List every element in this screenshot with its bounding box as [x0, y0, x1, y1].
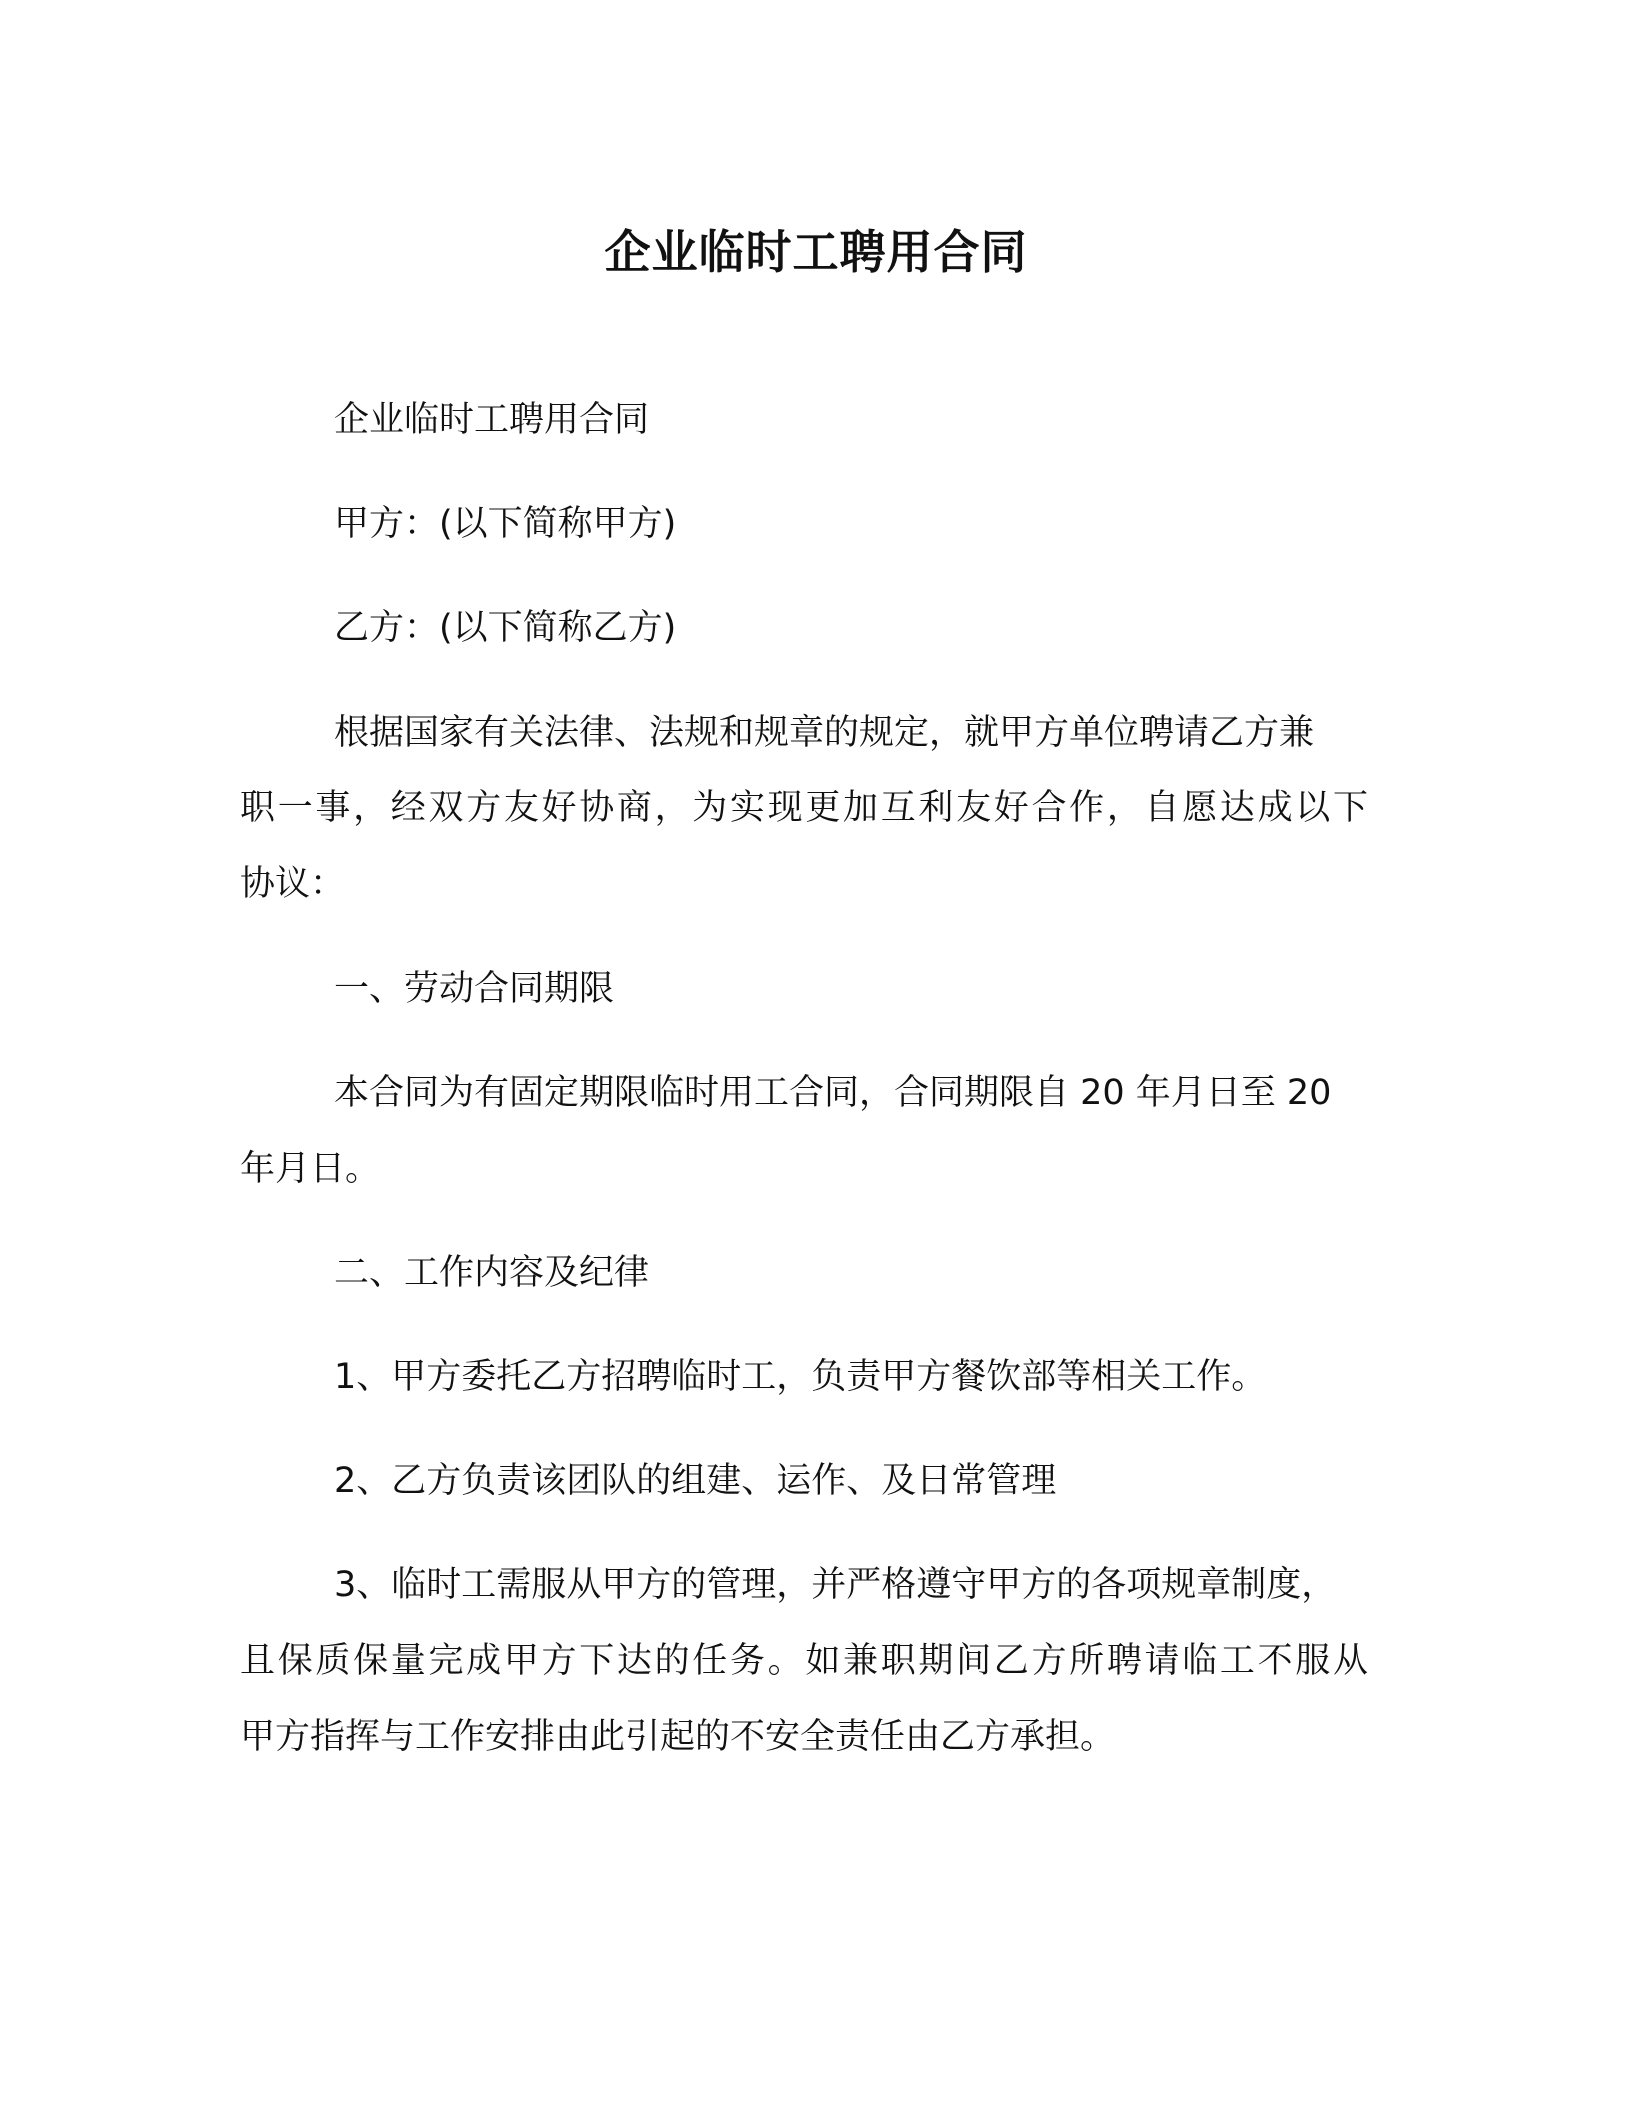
section-1-line-1: 本合同为有固定期限临时用工合同，合同期限自 20 年月日至 20 [334, 1073, 1332, 1113]
section-2-item-2: 2、乙方负责该团队的组建、运作、及日常管理 [334, 1461, 1057, 1501]
preamble-line-3: 协议： [240, 864, 346, 904]
preamble-line-1: 根据国家有关法律、法规和规章的规定，就甲方单位聘请乙方兼 [334, 713, 1315, 753]
section-1-line-2: 年月日。 [240, 1149, 381, 1189]
section-2-item-1: 1、甲方委托乙方招聘临时工，负责甲方餐饮部等相关工作。 [334, 1357, 1267, 1397]
preamble-line-2: 职一事，经双方友好协商，为实现更加互利友好合作，自愿达成以下 [240, 788, 1368, 828]
section-2-item-3-line-2: 且保质保量完成甲方下达的任务。如兼职期间乙方所聘请临工不服从 [240, 1641, 1368, 1681]
section-2-item-3-line-1: 3、临时工需服从甲方的管理，并严格遵守甲方的各项规章制度， [334, 1565, 1337, 1605]
document-subtitle: 企业临时工聘用合同 [334, 400, 650, 440]
section-2-heading: 二、工作内容及纪律 [334, 1253, 650, 1293]
section-2-item-3-line-3: 甲方指挥与工作安排由此引起的不安全责任由乙方承担。 [240, 1717, 1116, 1757]
party-a-line: 甲方：(以下简称甲方) [334, 504, 677, 544]
section-1-heading: 一、劳动合同期限 [334, 969, 615, 1009]
document-title: 企业临时工聘用合同 [604, 225, 1028, 279]
party-b-line: 乙方：(以下简称乙方) [334, 608, 677, 648]
